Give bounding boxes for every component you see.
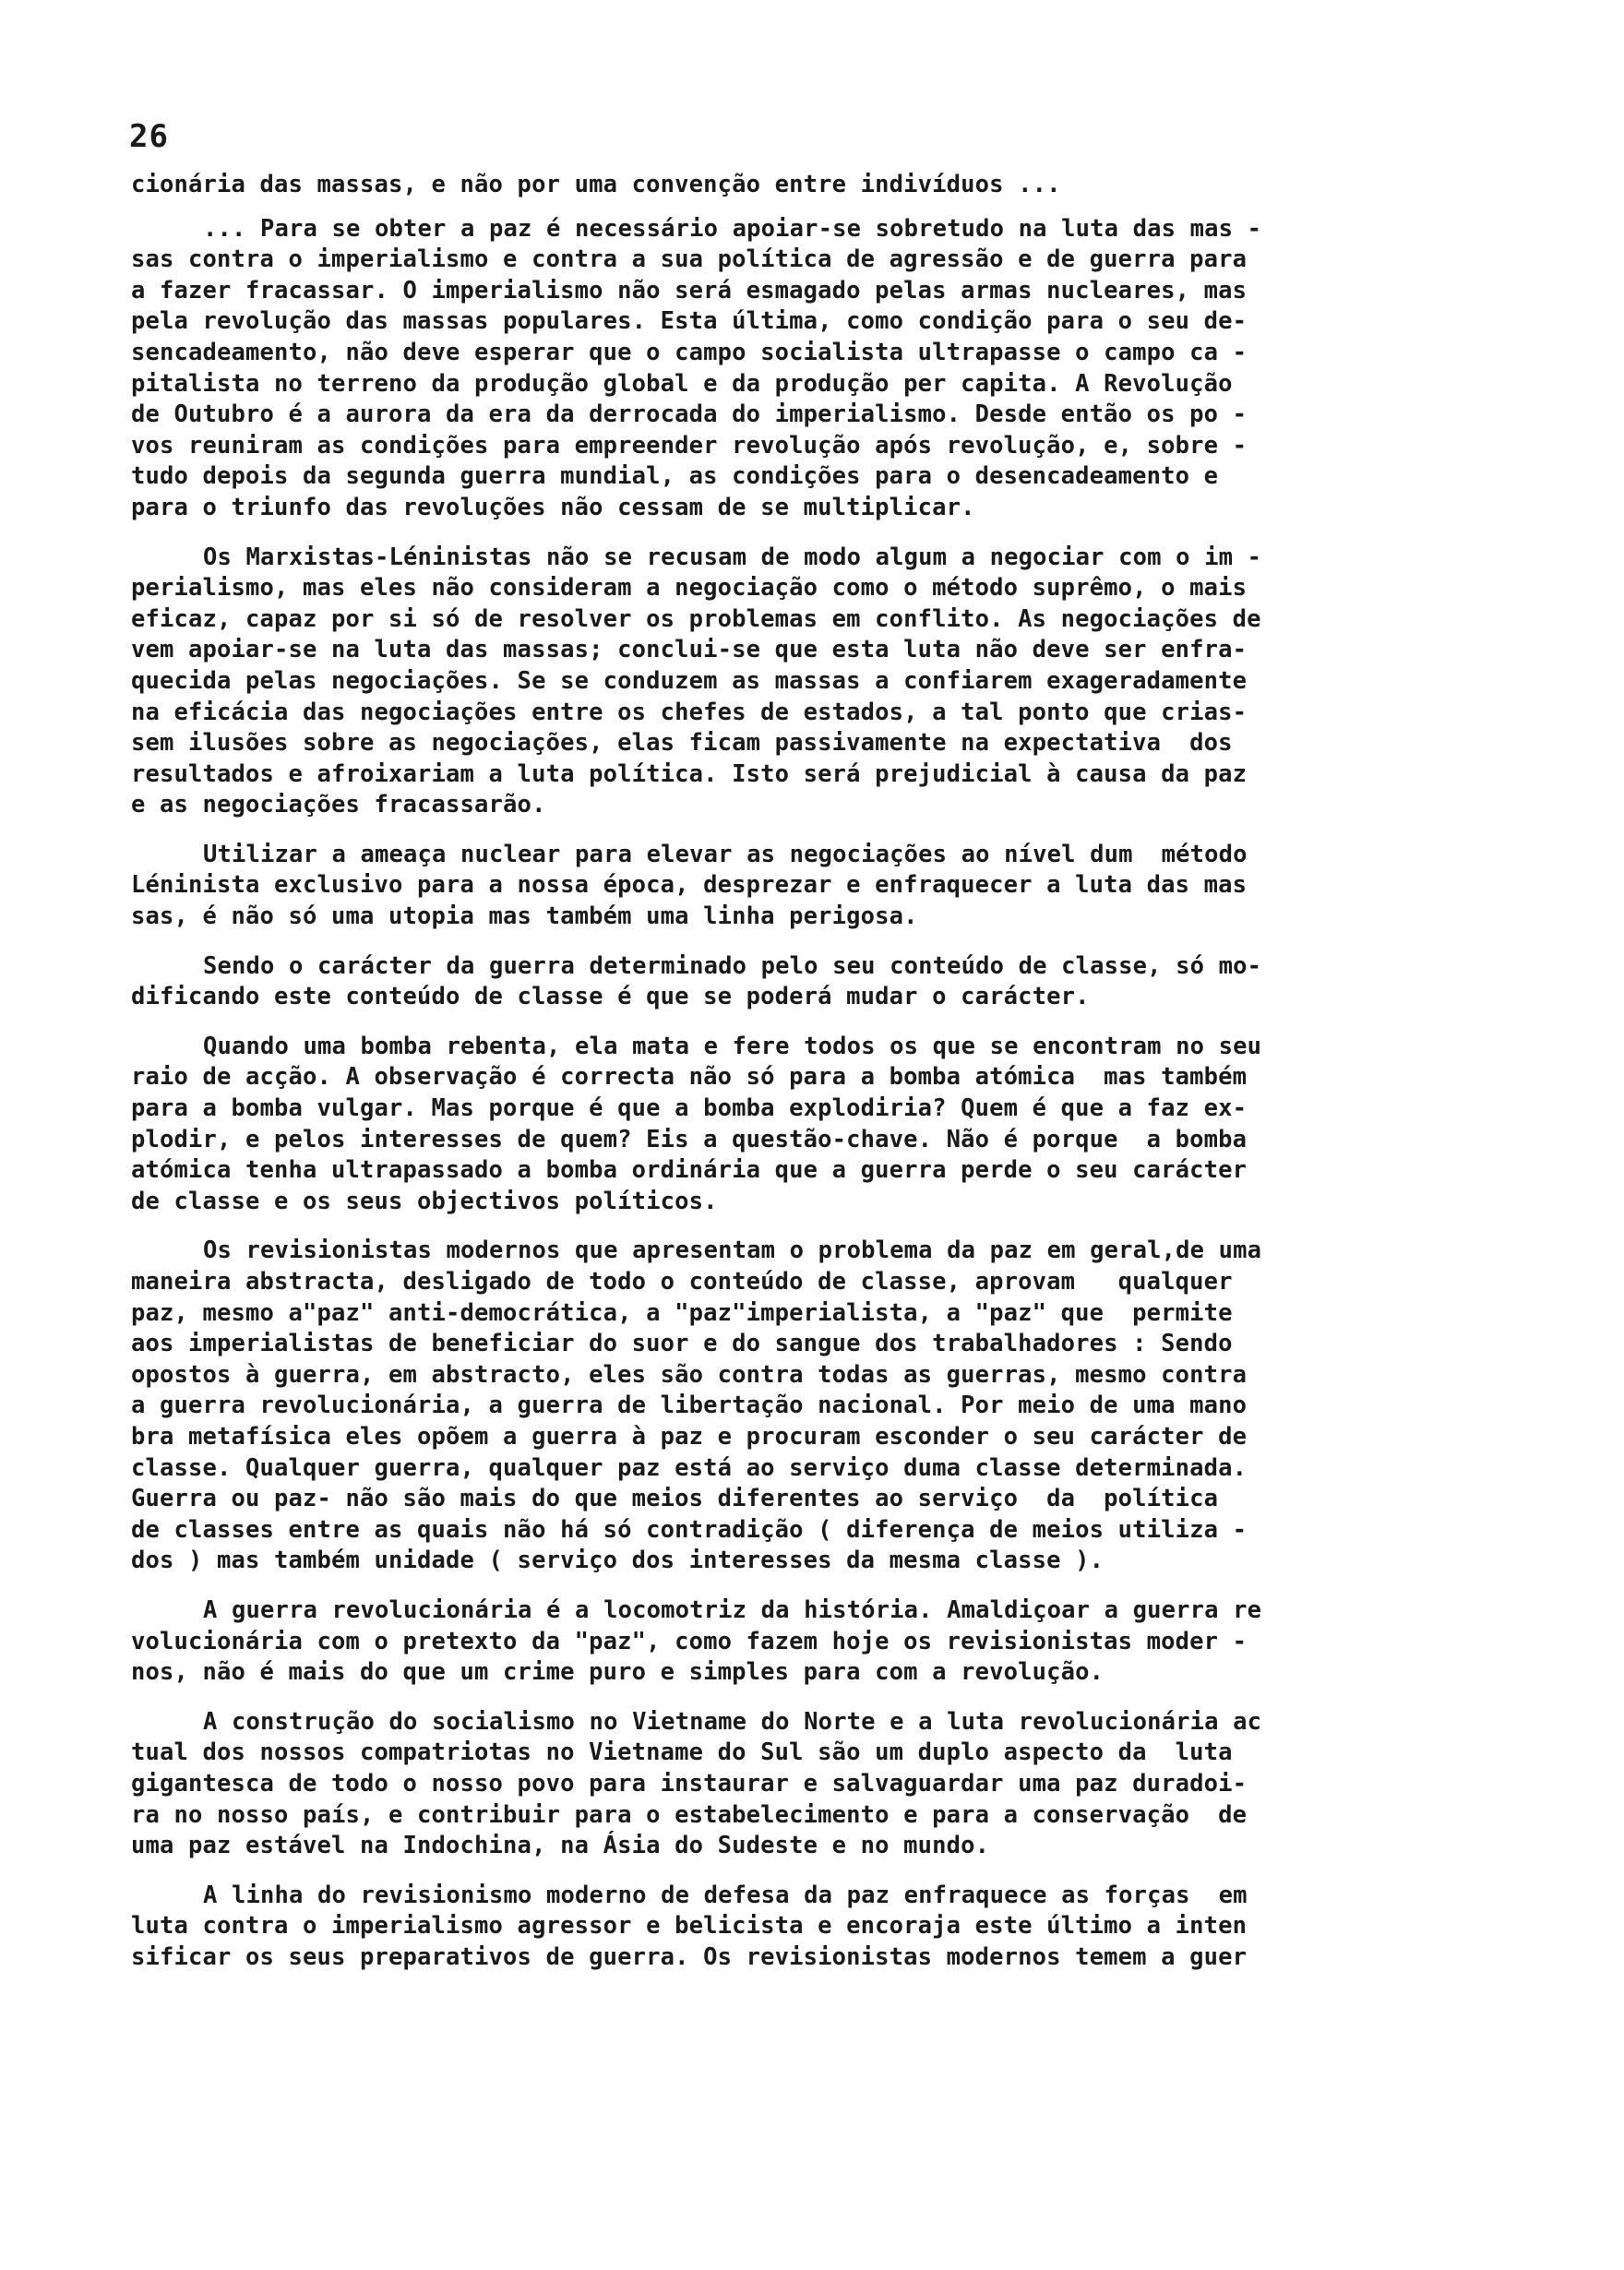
text-line: sificar os seus preparativos de guerra. Os revisionistas modernos temem a guer	[131, 1942, 1248, 1971]
text-line: a fazer fracassar. O imperialismo não será esmagado pelas armas nucleares, mas	[131, 276, 1248, 305]
text-line: perialismo, mas eles não consideram a negociação como o método suprêmo, o mais	[131, 574, 1248, 603]
text-line: plodir, e pelos interesses de quem? Eis a questão-chave. Não é porque a bomba	[131, 1125, 1248, 1153]
text-line: na eficácia das negociações entre os chefes de estados, a tal ponto que crias-	[131, 698, 1248, 726]
text-line: para a bomba vulgar. Mas porque é que a bomba explodiria? Quem é que a faz ex-	[131, 1094, 1248, 1123]
text-line: Os revisionistas modernos que apresentam o problema da paz em geral,de uma	[203, 1237, 1262, 1265]
paragraph	[131, 1236, 1534, 1577]
text-line: de classes entre as quais não há só contradição ( diferença de meios utiliza -	[131, 1515, 1248, 1544]
text-line: ... Para se obter a paz é necessário apoiar-se sobretudo na luta das mas -	[203, 214, 1262, 243]
paragraph	[131, 1707, 1534, 1862]
text-line: paz, mesmo a"paz" anti-democrática, a "paz"imperialista, a "paz" que permite	[131, 1298, 1233, 1327]
text-line: cionária das massas, e não por uma convenção entre indivíduos ...	[131, 171, 1061, 198]
text-line: gigantesca de todo o nosso povo para instaurar e salvaguardar uma paz duradoi-	[131, 1769, 1248, 1798]
body-text	[131, 170, 1534, 1991]
text-line: bra metafísica eles opõem a guerra à paz e procuram esconder o seu carácter de	[131, 1422, 1248, 1451]
text-line: sas contra o imperialismo e contra a sua política de agressão e de guerra para	[131, 245, 1248, 274]
text-line: Sendo o carácter da guerra determinado pelo seu conteúdo de classe, só mo-	[203, 951, 1262, 980]
text-line: opostos à guerra, em abstracto, eles são contra todas as guerras, mesmo contra	[131, 1360, 1248, 1389]
text-line: aos imperialistas de beneficiar do suor e do sangue dos trabalhadores : Sendo	[131, 1330, 1233, 1358]
paragraph	[131, 214, 1534, 524]
text-line: resultados e afroixariam a luta política. Isto será prejudicial à causa da paz	[131, 759, 1248, 788]
paragraph	[131, 170, 1534, 201]
page-number: 26	[129, 118, 169, 155]
text-line: e as negociações fracassarão.	[131, 791, 546, 819]
text-line: uma paz estável na Indochina, na Ásia do Sudeste e no mundo.	[131, 1832, 990, 1860]
text-line: dificando este conteúdo de classe é que se poderá mudar o carácter.	[131, 983, 1090, 1011]
text-line: luta contra o imperialismo agressor e belicista e encoraja este último a inten	[131, 1912, 1248, 1941]
text-line: dos ) mas também unidade ( serviço dos interesses da mesma classe ).	[131, 1547, 1105, 1575]
text-line: atómica tenha ultrapassado a bomba ordinária que a guerra perde o seu carácter	[131, 1156, 1248, 1185]
text-line: sas, é não só uma utopia mas também uma linha perigosa.	[131, 902, 918, 931]
paragraph	[131, 840, 1534, 933]
text-line: tual dos nossos compatriotas no Vietname do Sul são um duplo aspecto da luta	[131, 1738, 1233, 1767]
text-line: eficaz, capaz por si só de resolver os problemas em conflito. As negociações de	[131, 604, 1261, 633]
text-line: Léninista exclusivo para a nossa época, desprezar e enfraquecer a luta das mas	[131, 871, 1248, 900]
paragraph	[131, 543, 1534, 821]
text-line: para o triunfo das revoluções não cessam de se multiplicar.	[131, 493, 975, 521]
text-line: raio de acção. A observação é correcta não só para a bomba atómica mas também	[131, 1063, 1248, 1092]
text-line: vos reuniram as condições para empreender revolução após revolução, e, sobre -	[131, 431, 1248, 460]
text-line: Os Marxistas-Léninistas não se recusam de modo algum a negociar com o im -	[203, 543, 1262, 571]
text-line: A construção do socialismo no Vietname do Norte e a luta revolucionária ac	[203, 1707, 1262, 1736]
text-line: vem apoiar-se na luta das massas; conclui-se que esta luta não deve ser enfra-	[131, 636, 1248, 664]
text-line: de classe e os seus objectivos políticos.	[131, 1187, 718, 1215]
text-line: Utilizar a ameaça nuclear para elevar as negociações ao nível dum método	[203, 840, 1248, 868]
text-line: quecida pelas negociações. Se se conduzem as massas a confiarem exageradamente	[131, 666, 1248, 695]
text-line: nos, não é mais do que um crime puro e simples para com a revolução.	[131, 1658, 1105, 1687]
text-line: ra no nosso país, e contribuir para o estabelecimento e para a conservação de	[131, 1800, 1248, 1829]
text-line: Guerra ou paz- não são mais do que meios diferentes ao serviço da política	[131, 1485, 1219, 1513]
paragraph	[131, 1881, 1534, 1974]
text-line: sencadeamento, não deve esperar que o campo socialista ultrapasse o campo ca -	[131, 338, 1248, 366]
text-line: pitalista no terreno da produção global e da produção per capita. A Revolução	[131, 369, 1233, 398]
text-line: sem ilusões sobre as negociações, elas ficam passivamente na expectativa dos	[131, 729, 1233, 758]
text-line: maneira abstracta, desligado de todo o conteúdo de classe, aprovam qualquer	[131, 1268, 1233, 1296]
text-line: tudo depois da segunda guerra mundial, as condições para o desencadeamento e	[131, 462, 1219, 491]
paragraph	[131, 1032, 1534, 1218]
paragraph	[131, 1595, 1534, 1689]
text-line: pela revolução das massas populares. Esta última, como condição para o seu de-	[131, 307, 1248, 336]
paragraph	[131, 951, 1534, 1013]
text-line: A linha do revisionismo moderno de defesa da paz enfraquece as forças em	[203, 1881, 1248, 1909]
text-line: volucionária com o pretexto da "paz", como fazem hoje os revisionistas moder -	[131, 1627, 1248, 1655]
text-line: A guerra revolucionária é a locomotriz da história. Amaldiçoar a guerra re	[203, 1595, 1262, 1624]
text-line: Quando uma bomba rebenta, ela mata e fere todos os que se encontram no seu	[203, 1032, 1262, 1060]
text-line: de Outubro é a aurora da era da derrocada do imperialismo. Desde então os po -	[131, 400, 1248, 429]
text-line: classe. Qualquer guerra, qualquer paz está ao serviço duma classe determinada.	[131, 1453, 1248, 1482]
text-line: a guerra revolucionária, a guerra de libertação nacional. Por meio de uma mano	[131, 1392, 1248, 1420]
